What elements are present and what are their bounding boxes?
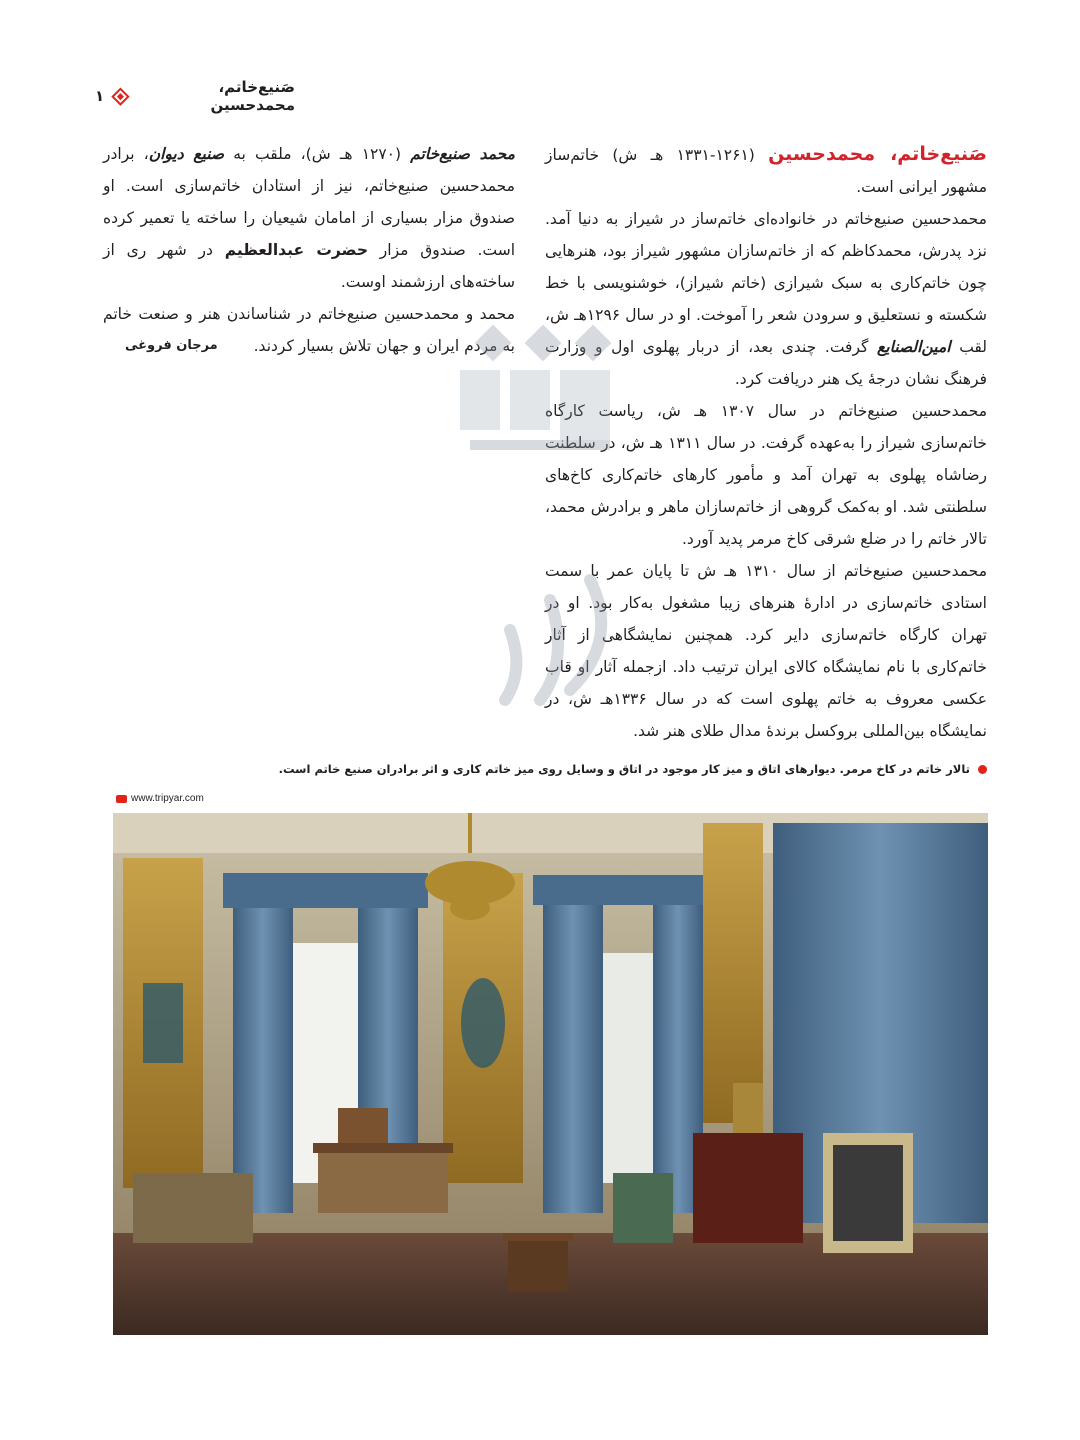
left-paragraph-2: محمد و محمدحسین صنیع‌خاتم در شناساندن هنر و صنعت خاتم به مردم ایران و جهان تلاش بسیار کردند. xyxy=(103,305,515,355)
brother-name: محمد صنیع‌خاتم xyxy=(410,145,515,163)
photo-credit xyxy=(116,793,204,804)
left-paragraph-1 xyxy=(103,138,515,298)
paragraph-2: محمدحسین صنیع‌خاتم در سال ۱۳۰۷ هـ ش، ریاست کارگاه خاتم‌سازی شیراز را به‌عهده گرفت. در سال ۱۳۱۱ هـ ش، در سلطنت رضاشاه پهلوی به تهران آمد و مأمور کارهای خاتم‌کاری کاخ‌های سلطنتی شد. او به‌کمک گروهی از خاتم‌سازان ماهر و برادرش محمد، تالار خاتم را در ضلع شرقی کاخ مرمر پدید آورد. xyxy=(545,402,988,548)
paragraph-1 xyxy=(545,203,987,395)
running-title: صَنیع‌خاتم، محمدحسین xyxy=(210,78,295,114)
entry-intro xyxy=(545,138,987,203)
caption-text: تالار خاتم در کاخ مرمر. دیوارهای اتاق و میز کار موجود در اتاق و وسایل روی میز خاتم کاری و اثر برادران صنیع خاتم است. xyxy=(278,762,970,776)
khatam-hall-illustration xyxy=(113,813,988,1335)
title-amin-al-sanaye: امین‌الصنایع xyxy=(877,338,951,356)
bullet-icon xyxy=(978,765,987,774)
entry-title: صَنیع‌خاتم، محمدحسین xyxy=(768,143,987,165)
author-name: مرجان فروغی xyxy=(125,338,218,353)
entry-dates: (۱۲۶۱-۱۳۳۱ هـ ش) خاتم‌ساز مشهور ایرانی است. xyxy=(545,146,987,196)
paragraph-1-text: محمدحسین صنیع‌خاتم در خانواده‌ای خاتم‌ساز در شیراز به دنیا آمد. نزد پدرش، محمدکاظم که از خاتم‌سازان مشهور شیراز بود، هنرهایی چون خاتم‌کاری به سبک شیرازی (خاتم شیراز)، خوشنویسی با خط شکسته و نستعلیق و سرودن شعر را آموخت. او در سال ۱۲۹۶هـ ش، لقب xyxy=(545,210,987,356)
camera-icon xyxy=(116,795,127,803)
running-header xyxy=(95,78,295,114)
brother-title: صنیع دیوان xyxy=(148,145,225,163)
right-column xyxy=(545,138,987,747)
left-column xyxy=(103,138,515,362)
left-p1-b: ، برادر محمدحسین صنیع‌خاتم، نیز از استادان خاتم‌سازی است. او صندوق مزار بسیاری از امامان شیعیان را ساخته یا تعمیر کرده است. صندوق مزار xyxy=(103,145,515,259)
shrine-name: حضرت عبدالعظیم xyxy=(224,241,368,259)
page-number: ۱ xyxy=(95,87,105,105)
paragraph-3: محمدحسین صنیع‌خاتم از سال ۱۳۱۰ هـ ش تا پایان عمر با سمت استادی خاتم‌سازی در ادارهٔ هنرهای زیبا مشغول به‌کار بود. او در تهران کارگاه خاتم‌سازی دایر کرد. همچنین نمایشگاهی از آثار خاتم‌کاری با نام نمایشگاه کالای ایران ترتیب داد. ازجمله آثار او قاب عکسی معروف به خاتم پهلوی است که در سال ۱۳۳۶هـ ش، در نمایشگاه بین‌المللی بروکسل برندهٔ مدال طلای هنر شد. xyxy=(545,562,987,740)
hall-photo xyxy=(113,813,988,1335)
paragraph-1-end: گرفت. چندی بعد، از دربار پهلوی اول و وزارت فرهنگ نشان درجهٔ یک هنر دریافت کرد. xyxy=(545,338,987,388)
left-p1-c: در شهر ری از ساخته‌های ارزشمند اوست. xyxy=(103,241,515,291)
diamond-icon xyxy=(111,87,129,105)
figure-caption xyxy=(87,762,987,776)
left-p1-a: (۱۲۷۰ هـ ش)، ملقب به xyxy=(224,145,411,163)
credit-text: www.tripyar.com xyxy=(131,793,204,804)
